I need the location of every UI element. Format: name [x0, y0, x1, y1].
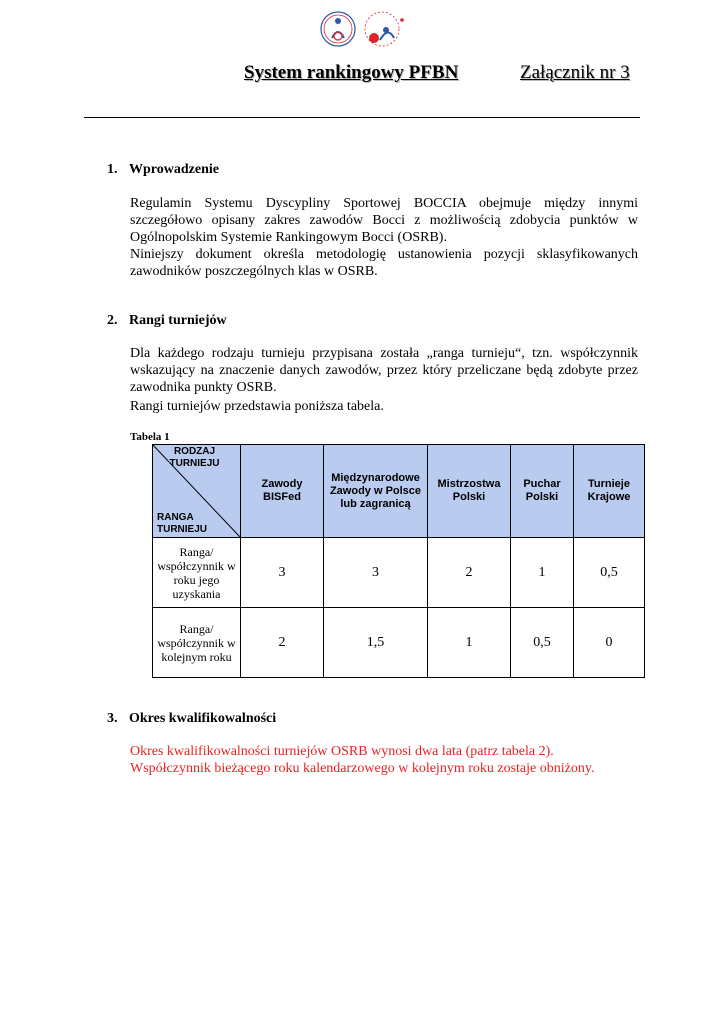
section-number: 2. [107, 313, 118, 328]
table-row [153, 538, 645, 608]
table-cell: 3 [241, 538, 324, 608]
table-corner-cell [153, 445, 241, 538]
table-cell: 2 [241, 608, 324, 678]
section-heading-introduction [107, 162, 219, 178]
intro-paragraph-2: Niniejszy dokument określa metodologię ustanowienia pozycji sklasyfikowanych zawodników poszczególnych klas w OSRB. [130, 247, 638, 279]
qualification-paragraph-2: Współczynnik bieżącego roku kalendarzowego w kolejnym roku zostaje obniżony. [130, 761, 595, 776]
ranks-paragraph-1: Dla każdego rodzaju turnieju przypisana została „ranga turnieju“, tzn. współczynnik wskazujący na znaczenie danych zawodów, przez który przeliczane będą zdobyte przez zawodnika punkty OSRB. [130, 346, 638, 395]
table-header-row [153, 445, 645, 538]
corner-label-type: RODZAJ TURNIEJU [169, 446, 220, 469]
qualification-paragraph-1: Okres kwalifikowalności turniejów OSRB wynosi dwa lata (patrz tabela 2). [130, 744, 554, 759]
intro-paragraph-1: Regulamin Systemu Dyscypliny Sportowej BOCCIA obejmuje między innymi szczegółowo opisany zakres zawodów Bocci z możliwością zdobycia punktów w Ogólnopolskim Systemie Rankingowym Bocci (OSRB). [130, 196, 638, 245]
row-label: Ranga/ współczynnik w roku jego uzyskania [153, 538, 241, 608]
table-cell: 0,5 [574, 538, 645, 608]
table-cell: 0 [574, 608, 645, 678]
column-header: Zawody BISFed [241, 445, 324, 538]
column-header: Turnieje Krajowe [574, 445, 645, 538]
section-heading-tournament-ranks [107, 313, 227, 329]
section-number: 1. [107, 162, 118, 177]
ranks-paragraph-2: Rangi turniejów przedstawia poniższa tabela. [130, 399, 384, 414]
table-cell: 0,5 [511, 608, 574, 678]
table-cell: 1 [511, 538, 574, 608]
column-header: Międzynarodowe Zawody w Polsce lub zagranicą [324, 445, 428, 538]
section-title: Wprowadzenie [129, 162, 219, 177]
column-header: Puchar Polski [511, 445, 574, 538]
document-title: System rankingowy PFBN [244, 62, 459, 83]
table-caption: Tabela 1 [130, 431, 170, 443]
section-title: Rangi turniejów [129, 313, 227, 328]
table-cell: 1 [428, 608, 511, 678]
table-row [153, 608, 645, 678]
section-number: 3. [107, 711, 118, 726]
corner-label-rank: RANGA TURNIEJU [157, 512, 208, 535]
column-header: Mistrzostwa Polski [428, 445, 511, 538]
table-cell: 2 [428, 538, 511, 608]
rank-table [152, 444, 645, 678]
section-heading-qualification-period [107, 711, 276, 727]
table-cell: 1,5 [324, 608, 428, 678]
boccia-logo-icon [318, 8, 410, 50]
annex-label: Załącznik nr 3 [520, 62, 630, 83]
section-title: Okres kwalifikowalności [129, 711, 277, 726]
header-divider [84, 117, 640, 118]
table-cell: 3 [324, 538, 428, 608]
organization-logos [318, 8, 410, 50]
row-label: Ranga/ współczynnik w kolejnym roku [153, 608, 241, 678]
